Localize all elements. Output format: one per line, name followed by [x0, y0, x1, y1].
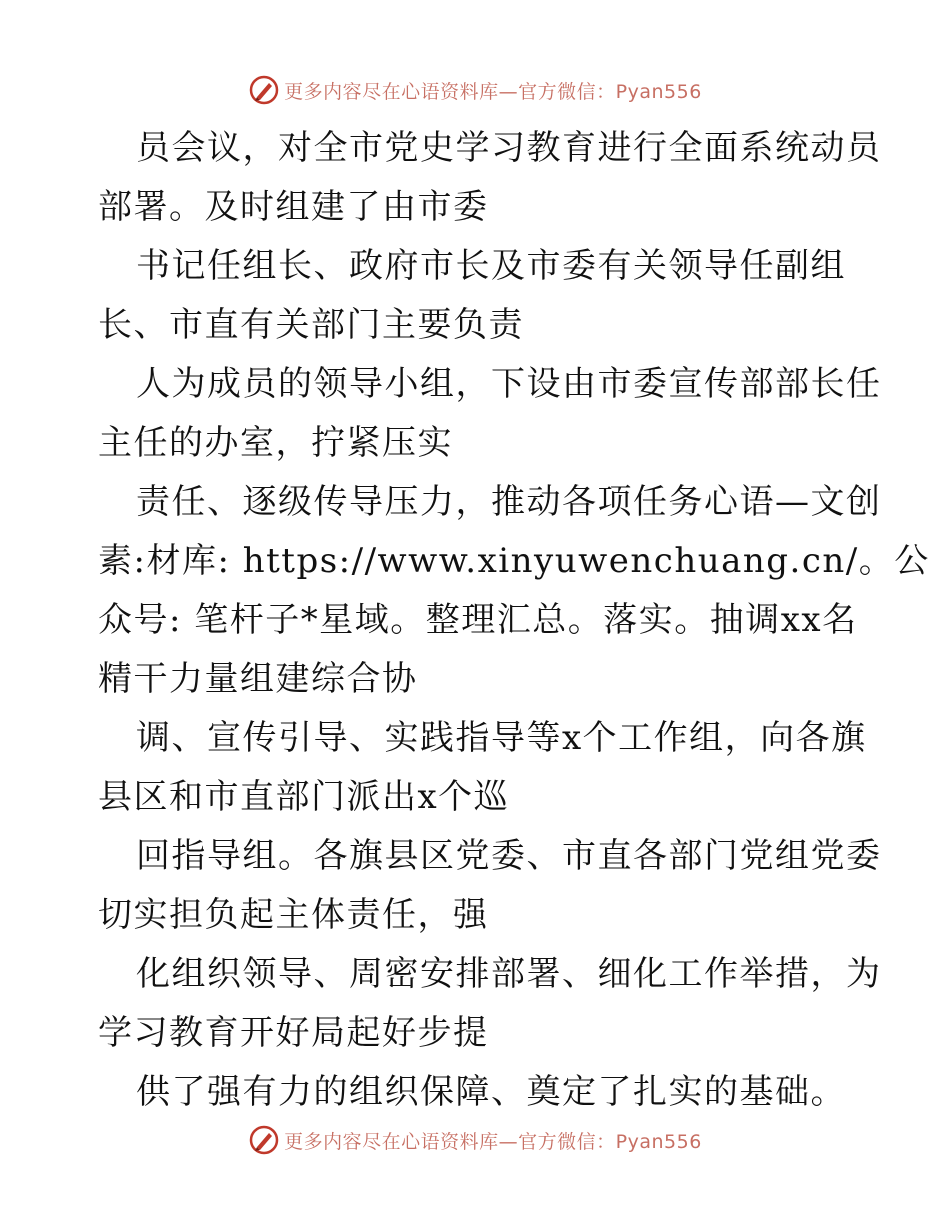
text-line: 责任、逐级传导压力，推动各项任务心语—文创: [136, 482, 882, 522]
footer-banner-text: 更多内容尽在心语资料库—官方微信：Pyan556: [284, 1130, 702, 1153]
text-line: 回指导组。各旗县区党委、市直各部门党组党委: [136, 836, 882, 876]
text-line: 学习教育开好局起好步提: [98, 1013, 489, 1053]
pen-logo-icon: [248, 74, 280, 106]
paragraph: [98, 237, 858, 355]
text-line: 化组织领导、周密安排部署、细化工作举措，为: [136, 954, 882, 994]
paragraph: [98, 473, 930, 709]
paragraph: [98, 355, 882, 473]
text-line: 众号: 笔杆子*星域。整理汇总。落实。抽调xx名: [98, 600, 858, 640]
paragraph: [98, 119, 882, 237]
text-line: 县区和市直部门派出x个巡: [98, 777, 510, 817]
text-line: 精干力量组建综合协: [98, 659, 418, 699]
document-body: [98, 119, 930, 1122]
paragraph: [98, 1063, 858, 1122]
paragraph: [98, 945, 882, 1063]
text-line: 长、市直有关部门主要负责: [98, 305, 524, 345]
text-line: 员会议，对全市党史学习教育进行全面系统动员: [136, 128, 882, 168]
text-line: 调、宣传引导、实践指导等x个工作组，向各旗: [136, 718, 867, 758]
header-banner: [0, 70, 950, 110]
header-banner-text: 更多内容尽在心语资料库—官方微信：Pyan556: [284, 80, 702, 103]
text-line: 部署。及时组建了由市委: [98, 187, 489, 227]
text-line: 素:材库: https://www.xinyuwenchuang.cn/。公: [98, 541, 930, 581]
paragraph: [98, 827, 882, 945]
text-line: 切实担负起主体责任，强: [98, 895, 489, 935]
text-line: 人为成员的领导小组，下设由市委宣传部部长任: [136, 364, 882, 404]
paragraph: [98, 709, 867, 827]
footer-banner: [0, 1120, 950, 1160]
text-line: 供了强有力的组织保障、奠定了扎实的基础。: [136, 1072, 846, 1112]
text-line: 主任的办室，拧紧压实: [98, 423, 453, 463]
pen-logo-icon: [248, 1124, 280, 1156]
text-line: 书记任组长、政府市长及市委有关领导任副组: [136, 246, 846, 286]
